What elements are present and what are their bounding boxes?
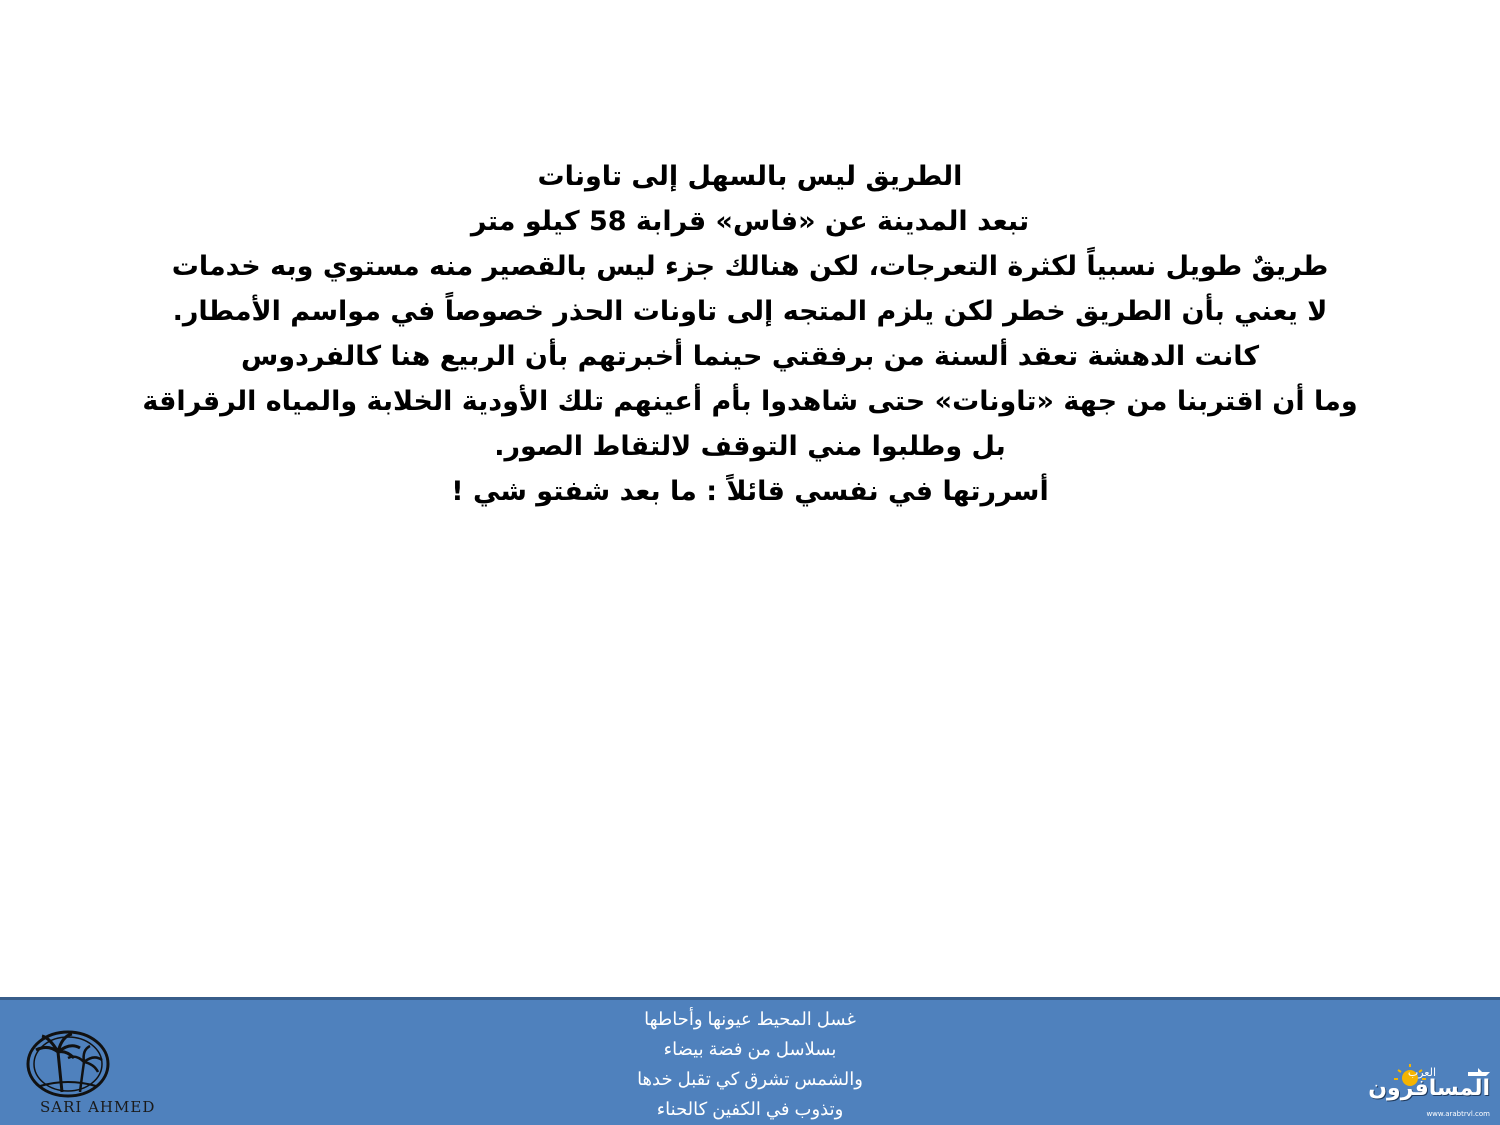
article-line: بل وطلبوا مني التوقف لالتقاط الصور. bbox=[494, 431, 1006, 462]
article-line: الطريق ليس بالسهل إلى تاونات bbox=[537, 161, 963, 192]
article-line: تبعد المدينة عن «فاس» قرابة 58 كيلو متر bbox=[470, 206, 1030, 237]
article-text bbox=[100, 154, 1400, 514]
article-line: وما أن اقتربنا من جهة «تاونات» حتى شاهدوا بأم أعينهم تلك الأودية الخلابة والمياه الرقراقة bbox=[142, 386, 1358, 417]
arab-travelers-logo-url: www.arabtrvl.com bbox=[1426, 1110, 1490, 1118]
poem-line: والشمس تشرق كي تقبل خدها bbox=[637, 1069, 863, 1089]
footer-poem bbox=[450, 1004, 1050, 1124]
article-line: لا يعني بأن الطريق خطر لكن يلزم المتجه إلى تاونات الحذر خصوصاً في مواسم الأمطار. bbox=[172, 296, 1328, 327]
sari-ahmed-logo-text: SARI AHMED bbox=[40, 1098, 156, 1116]
article-line: أسررتها في نفسي قائلاً : ما بعد شفتو شي ! bbox=[451, 476, 1049, 507]
article-line: كانت الدهشة تعقد ألسنة من برفقتي حينما أخبرتهم بأن الربيع هنا كالفردوس bbox=[240, 341, 1260, 372]
poem-line: وتذوب في الكفين كالحناء bbox=[656, 1099, 844, 1119]
poem-line: غسل المحيط عيونها وأحاطها bbox=[644, 1009, 856, 1029]
arab-travelers-logo-subtext: العرب bbox=[1407, 1066, 1436, 1079]
poem-line: بسلاسل من فضة بيضاء bbox=[663, 1039, 837, 1059]
footer-banner bbox=[0, 997, 1500, 1125]
sari-ahmed-logo bbox=[22, 1028, 182, 1118]
palm-trees-circle-icon bbox=[22, 1028, 122, 1108]
article-line: طريقٌ طويل نسبياً لكثرة التعرجات، لكن هنالك جزء ليس بالقصير منه مستوي وبه خدمات bbox=[171, 251, 1329, 282]
arab-travelers-logo bbox=[1368, 1066, 1494, 1124]
arab-travelers-logo-text: المسافرون bbox=[1368, 1076, 1490, 1101]
